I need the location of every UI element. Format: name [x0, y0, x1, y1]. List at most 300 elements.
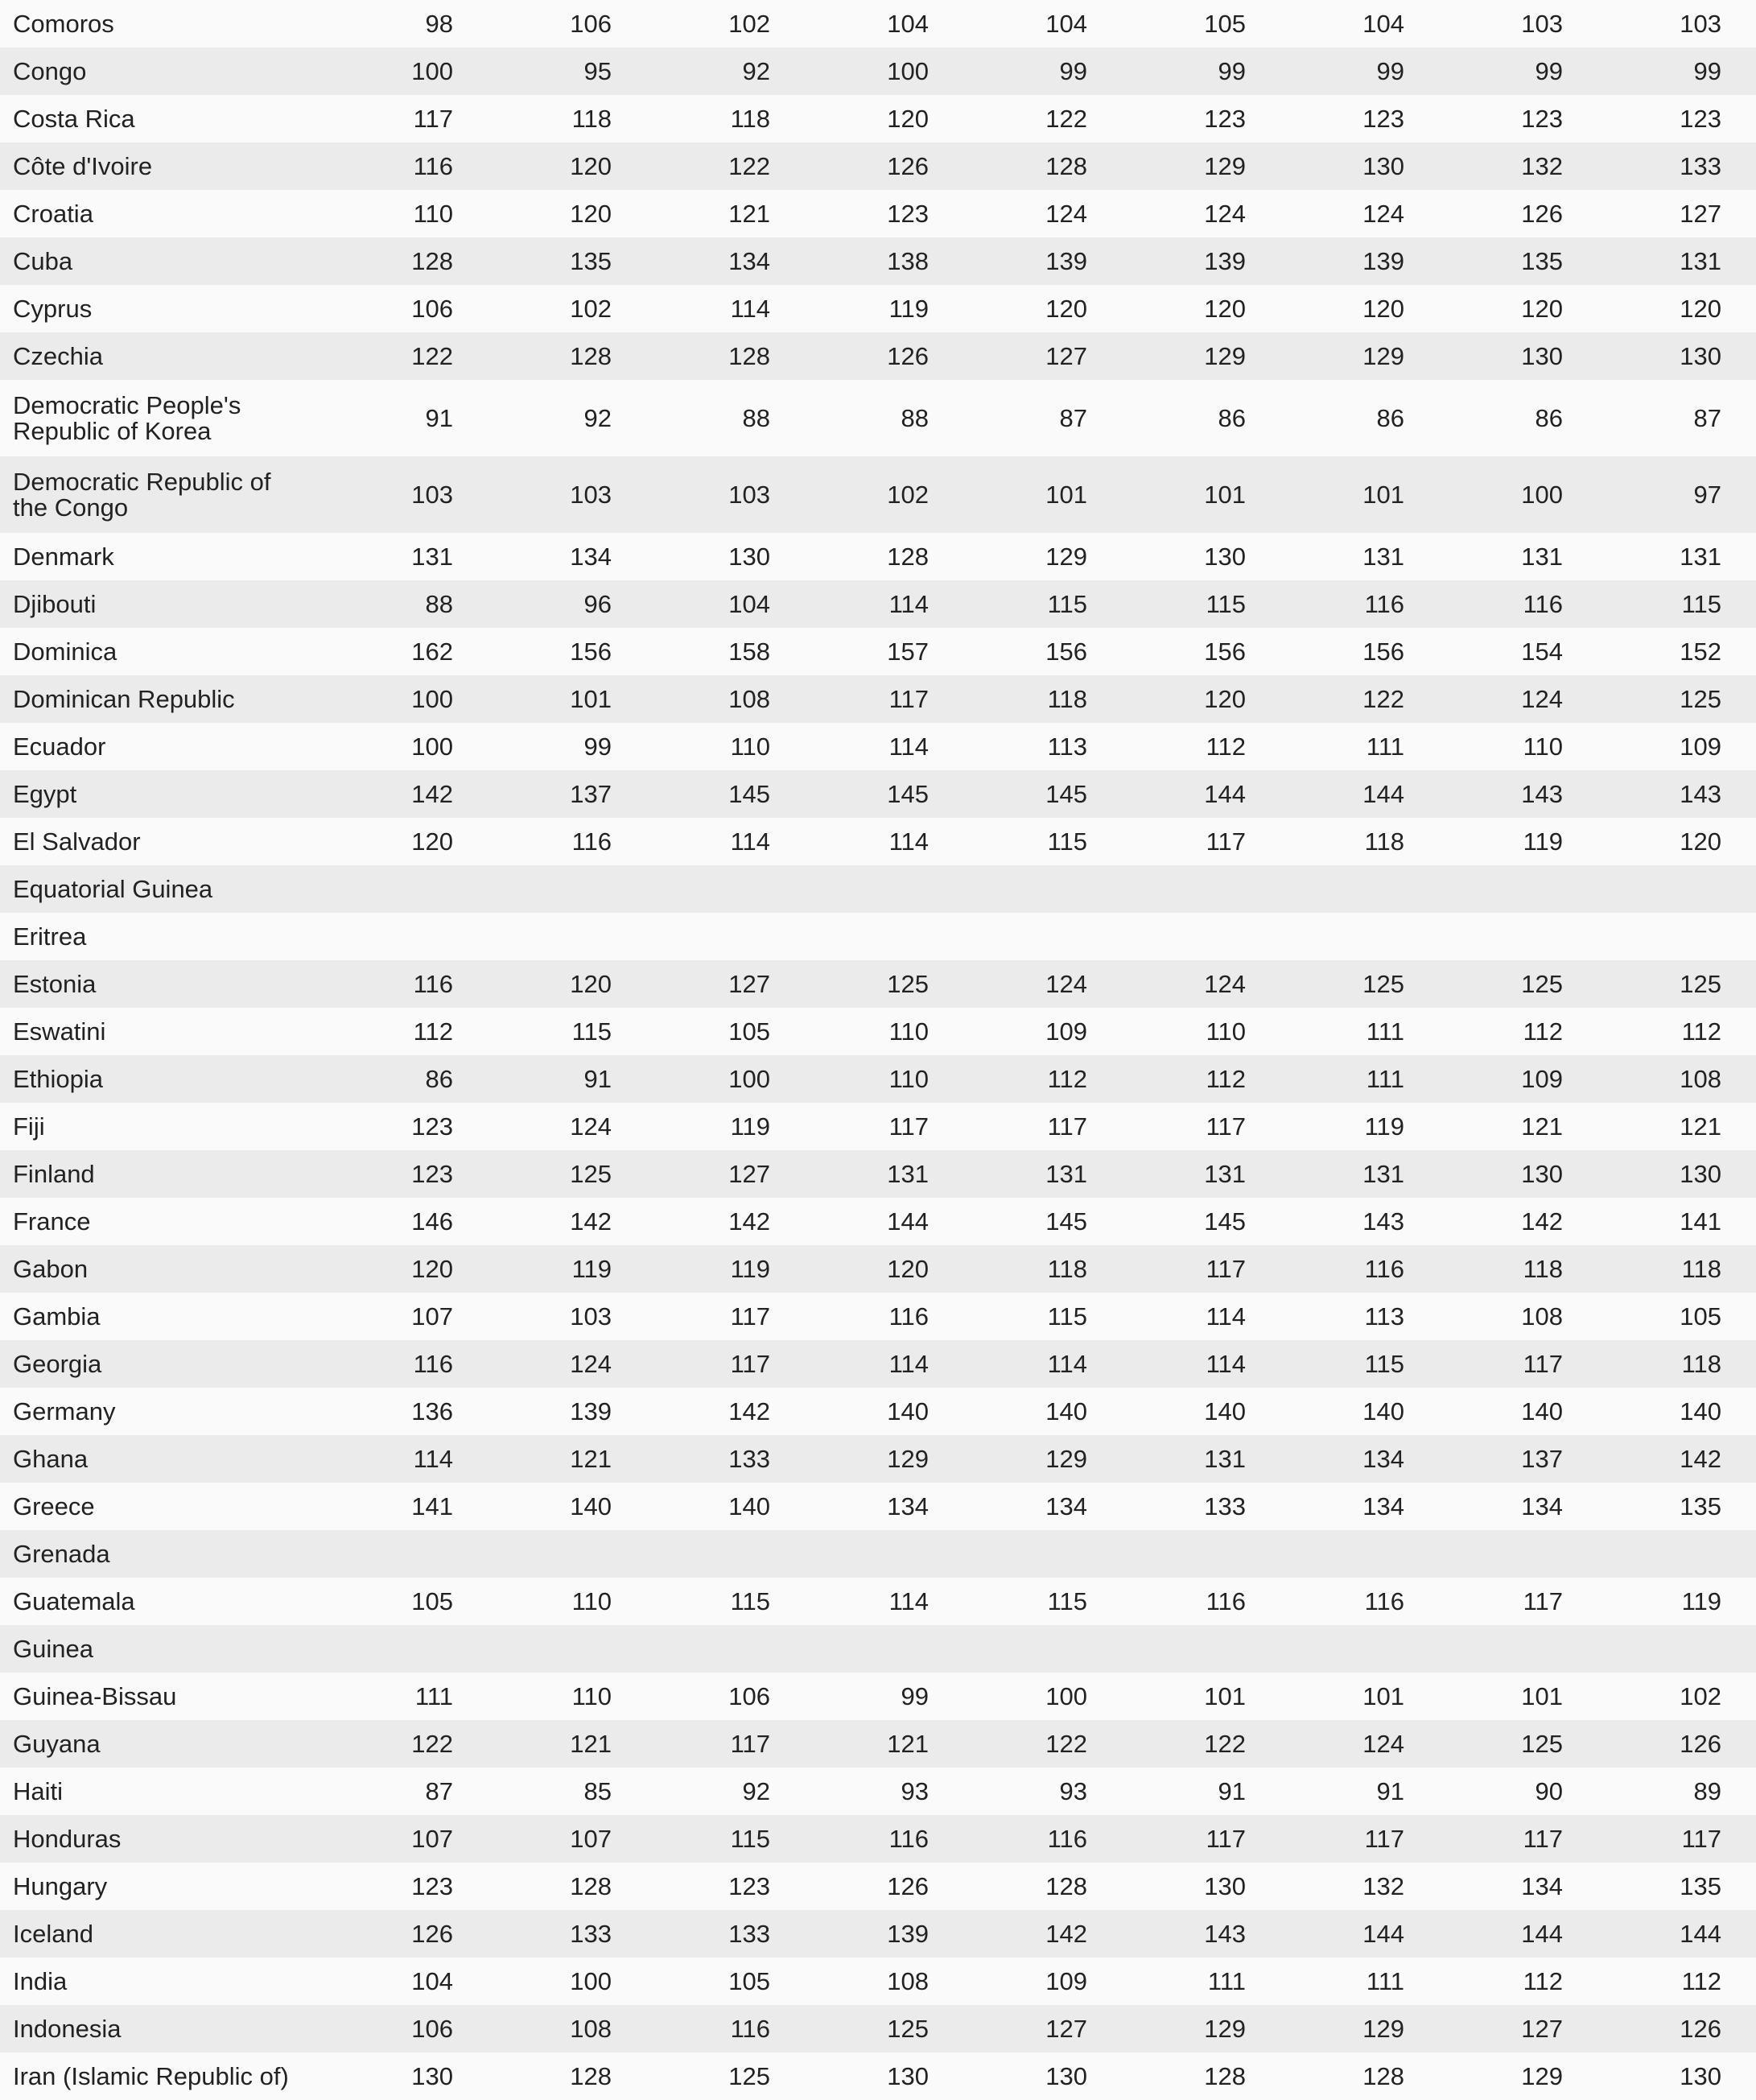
value-cell: 134: [570, 542, 612, 571]
value-cell: 114: [1206, 1349, 1246, 1378]
value-cell: 88: [425, 589, 453, 618]
value-cell: 116: [571, 827, 612, 856]
table-row: [0, 1863, 1756, 1910]
value-cell: 142: [1521, 1207, 1563, 1236]
value-cell: 122: [728, 151, 770, 180]
value-cell: 121: [728, 199, 770, 228]
value-cell: 120: [411, 827, 453, 856]
value-cell: 117: [888, 684, 929, 713]
value-cell: 119: [1681, 1586, 1721, 1615]
value-cell: 145: [1045, 779, 1087, 808]
value-cell: 139: [887, 1919, 929, 1948]
value-cell: 118: [1681, 1254, 1721, 1283]
value-cell: 117: [730, 1349, 770, 1378]
value-cell: 101: [1204, 1681, 1246, 1710]
value-cell: 116: [1206, 1586, 1246, 1615]
value-cell: 120: [1204, 294, 1246, 323]
value-cell: 104: [1362, 9, 1404, 38]
value-cell: 108: [1680, 1064, 1721, 1093]
value-cell: 114: [730, 827, 770, 856]
value-cell: 125: [570, 1159, 612, 1188]
value-cell: 128: [1045, 1871, 1087, 1900]
value-cell: 143: [1362, 1207, 1404, 1236]
value-cell: 144: [887, 1207, 929, 1236]
table-row: [0, 533, 1756, 580]
value-cell: 156: [570, 637, 612, 666]
value-cell: 128: [887, 542, 929, 571]
country-name: Djibouti: [13, 589, 97, 618]
value-cell: 105: [1204, 9, 1246, 38]
value-cell: 140: [570, 1491, 612, 1520]
value-cell: 110: [571, 1586, 612, 1615]
value-cell: 119: [730, 1254, 770, 1283]
value-cell: 126: [1521, 199, 1563, 228]
value-cell: 105: [411, 1586, 453, 1615]
country-name: Hungary: [13, 1871, 108, 1900]
table-row: [0, 1150, 1756, 1198]
value-cell: 131: [1204, 1159, 1246, 1188]
value-cell: 140: [1680, 1397, 1721, 1425]
country-name: Guinea-Bissau: [13, 1681, 177, 1710]
table-row: [0, 1293, 1756, 1340]
value-cell: 142: [1680, 1444, 1721, 1473]
value-cell: 104: [411, 1966, 453, 1995]
value-cell: 121: [570, 1729, 612, 1758]
value-cell: 128: [1204, 2061, 1246, 2090]
country-name: Guinea: [13, 1634, 93, 1663]
value-cell: 101: [1362, 480, 1404, 509]
country-name: Cuba: [13, 246, 73, 275]
value-cell: 120: [887, 1254, 929, 1283]
value-cell: 96: [583, 589, 612, 618]
country-name: El Salvador: [13, 827, 141, 856]
value-cell: 116: [1364, 1586, 1404, 1615]
table-row: [0, 1008, 1756, 1055]
table-row: [0, 1483, 1756, 1530]
value-cell: 117: [1364, 1824, 1404, 1853]
value-cell: 134: [887, 1491, 929, 1520]
value-cell: 127: [1680, 199, 1721, 228]
country-name: Cyprus: [13, 294, 93, 323]
value-cell: 106: [728, 1681, 770, 1710]
table-row: [0, 142, 1756, 190]
value-cell: 113: [1364, 1302, 1404, 1331]
value-cell: 156: [1362, 637, 1404, 666]
value-cell: 131: [411, 542, 453, 571]
value-cell: 114: [1047, 1349, 1087, 1378]
value-cell: 122: [1045, 104, 1087, 133]
value-cell: 117: [1206, 827, 1246, 856]
country-name: Guatemala: [13, 1586, 135, 1615]
table-row: [0, 1910, 1756, 1958]
table-row: [0, 1958, 1756, 2005]
country-name: Gambia: [13, 1302, 101, 1331]
country-name: Georgia: [13, 1349, 102, 1378]
value-cell: 124: [570, 1112, 612, 1141]
value-cell: 129: [1521, 2061, 1563, 2090]
country-name: Democratic Republic of the Congo: [13, 467, 271, 522]
value-cell: 88: [901, 403, 929, 432]
table-row: [0, 960, 1756, 1008]
value-cell: 104: [728, 589, 770, 618]
country-name: Congo: [13, 56, 87, 85]
value-cell: 142: [570, 1207, 612, 1236]
value-cell: 118: [1523, 1254, 1563, 1283]
value-cell: 109: [1521, 1064, 1563, 1093]
value-cell: 154: [1521, 637, 1563, 666]
value-cell: 145: [887, 779, 929, 808]
value-cell: 114: [888, 1349, 929, 1378]
table-row: [0, 190, 1756, 237]
value-cell: 97: [1693, 480, 1721, 509]
value-cell: 133: [728, 1919, 770, 1948]
table-row: [0, 1530, 1756, 1578]
value-cell: 127: [1045, 2014, 1087, 2043]
value-cell: 118: [1047, 1254, 1087, 1283]
value-cell: 103: [411, 480, 453, 509]
value-cell: 158: [728, 637, 770, 666]
value-cell: 131: [887, 1159, 929, 1188]
value-cell: 124: [1045, 969, 1087, 998]
value-cell: 124: [1045, 199, 1087, 228]
country-name: Iceland: [13, 1919, 93, 1948]
value-cell: 118: [571, 104, 612, 133]
country-name: Equatorial Guinea: [13, 874, 213, 903]
value-cell: 125: [728, 2061, 770, 2090]
value-cell: 125: [1362, 969, 1404, 998]
value-cell: 93: [1059, 1776, 1087, 1805]
table-row: [0, 1435, 1756, 1483]
value-cell: 144: [1362, 1919, 1404, 1948]
value-cell: 103: [570, 1302, 612, 1331]
value-cell: 145: [728, 779, 770, 808]
value-cell: 121: [1521, 1112, 1563, 1141]
value-cell: 123: [1521, 104, 1563, 133]
country-name: Czechia: [13, 341, 103, 370]
value-cell: 90: [1535, 1776, 1563, 1805]
value-cell: 118: [1681, 1349, 1721, 1378]
table-row: [0, 865, 1756, 913]
value-cell: 119: [1364, 1112, 1404, 1141]
value-cell: 112: [1523, 1966, 1563, 1995]
value-cell: 116: [1364, 589, 1404, 618]
table-row: [0, 1625, 1756, 1673]
value-cell: 118: [1047, 684, 1087, 713]
value-cell: 120: [570, 151, 612, 180]
value-cell: 99: [583, 732, 612, 761]
country-name: Indonesia: [13, 2014, 122, 2043]
value-cell: 121: [570, 1444, 612, 1473]
value-cell: 106: [411, 294, 453, 323]
value-cell: 128: [570, 1871, 612, 1900]
country-name: Gabon: [13, 1254, 89, 1283]
value-cell: 106: [411, 2014, 453, 2043]
value-cell: 156: [1045, 637, 1087, 666]
value-cell: 116: [888, 1302, 929, 1331]
value-cell: 140: [1204, 1397, 1246, 1425]
value-cell: 121: [1680, 1112, 1721, 1141]
value-cell: 101: [1521, 1681, 1563, 1710]
value-cell: 111: [1366, 1064, 1404, 1093]
value-cell: 122: [1204, 1729, 1246, 1758]
value-cell: 101: [1045, 480, 1087, 509]
value-cell: 108: [570, 2014, 612, 2043]
value-cell: 103: [1680, 9, 1721, 38]
value-cell: 134: [1045, 1491, 1087, 1520]
value-cell: 100: [411, 56, 453, 85]
value-cell: 86: [1376, 403, 1404, 432]
value-cell: 99: [1218, 56, 1246, 85]
value-cell: 130: [887, 2061, 929, 2090]
value-cell: 120: [570, 969, 612, 998]
country-name: Ecuador: [13, 732, 106, 761]
value-cell: 124: [1204, 199, 1246, 228]
value-cell: 91: [583, 1064, 612, 1093]
value-cell: 124: [1362, 199, 1404, 228]
value-cell: 116: [413, 969, 453, 998]
table-row: [0, 237, 1756, 285]
value-cell: 118: [730, 104, 770, 133]
value-cell: 130: [411, 2061, 453, 2090]
country-name: Greece: [13, 1491, 95, 1520]
value-cell: 108: [887, 1966, 929, 1995]
value-cell: 129: [1045, 1444, 1087, 1473]
value-cell: 112: [1523, 1017, 1563, 1046]
value-cell: 108: [1521, 1302, 1563, 1331]
value-cell: 101: [1204, 480, 1246, 509]
value-cell: 130: [1521, 341, 1563, 370]
value-cell: 121: [887, 1729, 929, 1758]
table-row: [0, 1815, 1756, 1863]
value-cell: 131: [1680, 542, 1721, 571]
value-cell: 113: [1047, 732, 1087, 761]
value-cell: 122: [1362, 684, 1404, 713]
value-cell: 124: [1204, 969, 1246, 998]
table-row: [0, 1340, 1756, 1388]
value-cell: 114: [730, 294, 770, 323]
value-cell: 87: [1693, 403, 1721, 432]
value-cell: 135: [1680, 1871, 1721, 1900]
value-cell: 102: [1680, 1681, 1721, 1710]
value-cell: 116: [1047, 1824, 1087, 1853]
value-cell: 130: [1362, 151, 1404, 180]
value-cell: 86: [425, 1064, 453, 1093]
value-cell: 110: [888, 1017, 929, 1046]
value-cell: 128: [570, 341, 612, 370]
value-cell: 104: [1045, 9, 1087, 38]
value-cell: 131: [1362, 542, 1404, 571]
value-cell: 115: [1047, 827, 1087, 856]
value-cell: 140: [1521, 1397, 1563, 1425]
value-cell: 130: [1680, 341, 1721, 370]
value-cell: 127: [1521, 2014, 1563, 2043]
value-cell: 129: [1204, 341, 1246, 370]
value-cell: 126: [411, 1919, 453, 1948]
value-cell: 123: [411, 1871, 453, 1900]
value-cell: 116: [413, 1349, 453, 1378]
value-cell: 130: [1204, 542, 1246, 571]
value-cell: 127: [728, 969, 770, 998]
value-cell: 109: [1680, 732, 1721, 761]
value-cell: 125: [1680, 969, 1721, 998]
value-cell: 129: [1045, 542, 1087, 571]
value-cell: 129: [1204, 151, 1246, 180]
value-cell: 109: [1045, 1966, 1087, 1995]
value-cell: 140: [887, 1397, 929, 1425]
value-cell: 122: [1045, 1729, 1087, 1758]
value-cell: 157: [887, 637, 929, 666]
value-cell: 126: [1680, 1729, 1721, 1758]
value-cell: 120: [570, 199, 612, 228]
value-cell: 105: [728, 1017, 770, 1046]
value-cell: 125: [1521, 969, 1563, 998]
value-cell: 86: [1535, 403, 1563, 432]
value-cell: 92: [583, 403, 612, 432]
table-row: [0, 580, 1756, 628]
value-cell: 101: [1362, 1681, 1404, 1710]
table-row: [0, 332, 1756, 380]
value-cell: 117: [413, 104, 453, 133]
value-cell: 135: [1521, 246, 1563, 275]
value-cell: 112: [1206, 732, 1246, 761]
table-row: [0, 1578, 1756, 1625]
value-cell: 95: [583, 56, 612, 85]
value-cell: 114: [888, 732, 929, 761]
country-name: Fiji: [13, 1112, 45, 1141]
country-name: Dominica: [13, 637, 117, 666]
value-cell: 86: [1218, 403, 1246, 432]
value-cell: 139: [1362, 246, 1404, 275]
value-cell: 100: [728, 1064, 770, 1093]
value-cell: 100: [570, 1966, 612, 1995]
value-cell: 119: [730, 1112, 770, 1141]
country-name: Côte d'Ivoire: [13, 151, 153, 180]
value-cell: 124: [1521, 684, 1563, 713]
value-cell: 115: [1047, 1586, 1087, 1615]
value-cell: 139: [1204, 246, 1246, 275]
value-cell: 129: [1204, 2014, 1246, 2043]
value-cell: 115: [571, 1017, 612, 1046]
value-cell: 112: [1206, 1064, 1246, 1093]
value-cell: 117: [1523, 1586, 1563, 1615]
value-cell: 105: [1680, 1302, 1721, 1331]
value-cell: 120: [1680, 294, 1721, 323]
value-cell: 116: [888, 1824, 929, 1853]
value-cell: 100: [411, 684, 453, 713]
value-cell: 130: [1680, 1159, 1721, 1188]
value-cell: 85: [583, 1776, 612, 1805]
value-cell: 123: [887, 199, 929, 228]
value-cell: 145: [1204, 1207, 1246, 1236]
value-cell: 123: [1204, 104, 1246, 133]
country-name: Haiti: [13, 1776, 64, 1805]
value-cell: 107: [411, 1824, 453, 1853]
country-name: India: [13, 1966, 68, 1995]
value-cell: 103: [728, 480, 770, 509]
country-name: Democratic People's Republic of Korea: [13, 390, 241, 445]
value-cell: 120: [411, 1254, 453, 1283]
value-cell: 125: [887, 969, 929, 998]
value-cell: 116: [1364, 1254, 1404, 1283]
value-cell: 112: [413, 1017, 453, 1046]
country-name: Estonia: [13, 969, 97, 998]
value-cell: 140: [1362, 1397, 1404, 1425]
value-cell: 122: [411, 1729, 453, 1758]
value-cell: 111: [414, 1681, 453, 1710]
value-cell: 130: [728, 542, 770, 571]
value-cell: 133: [1680, 151, 1721, 180]
value-cell: 127: [728, 1159, 770, 1188]
value-cell: 139: [1045, 246, 1087, 275]
value-cell: 126: [887, 1871, 929, 1900]
value-cell: 131: [1204, 1444, 1246, 1473]
country-name: Ethiopia: [13, 1064, 104, 1093]
value-cell: 117: [1523, 1349, 1563, 1378]
value-cell: 128: [728, 341, 770, 370]
value-cell: 91: [1218, 1776, 1246, 1805]
value-cell: 88: [742, 403, 770, 432]
country-name: Germany: [13, 1397, 116, 1425]
value-cell: 141: [411, 1491, 453, 1520]
value-cell: 101: [570, 684, 612, 713]
value-cell: 117: [1206, 1112, 1246, 1141]
value-cell: 123: [1362, 104, 1404, 133]
value-cell: 114: [1206, 1302, 1246, 1331]
value-cell: 134: [1362, 1444, 1404, 1473]
value-cell: 117: [888, 1112, 929, 1141]
value-cell: 131: [1045, 1159, 1087, 1188]
table-row: [0, 2005, 1756, 2053]
value-cell: 89: [1693, 1776, 1721, 1805]
value-cell: 114: [888, 827, 929, 856]
country-name: Iran (Islamic Republic of): [13, 2061, 289, 2090]
value-cell: 143: [1521, 779, 1563, 808]
table-row: [0, 1768, 1756, 1815]
country-name: Denmark: [13, 542, 114, 571]
value-cell: 115: [730, 1586, 770, 1615]
value-cell: 118: [1364, 827, 1404, 856]
value-cell: 124: [1362, 1729, 1404, 1758]
value-cell: 143: [1204, 1919, 1246, 1948]
value-cell: 110: [571, 1681, 612, 1710]
value-cell: 138: [887, 246, 929, 275]
value-cell: 120: [1204, 684, 1246, 713]
value-cell: 116: [1523, 589, 1563, 618]
value-cell: 114: [888, 589, 929, 618]
value-cell: 144: [1521, 1919, 1563, 1948]
value-cell: 99: [1376, 56, 1404, 85]
value-cell: 134: [1521, 1871, 1563, 1900]
value-cell: 133: [570, 1919, 612, 1948]
value-cell: 146: [411, 1207, 453, 1236]
value-cell: 152: [1680, 637, 1721, 666]
value-cell: 111: [1366, 1017, 1404, 1046]
country-name: Comoros: [13, 9, 114, 38]
country-name: France: [13, 1207, 91, 1236]
table-row: [0, 1055, 1756, 1103]
value-cell: 123: [411, 1159, 453, 1188]
value-cell: 128: [570, 2061, 612, 2090]
value-cell: 116: [413, 151, 453, 180]
table-row: [0, 1103, 1756, 1150]
value-cell: 134: [728, 246, 770, 275]
table-row: [0, 285, 1756, 332]
value-cell: 119: [888, 294, 929, 323]
value-cell: 129: [1362, 2014, 1404, 2043]
value-cell: 106: [570, 9, 612, 38]
value-cell: 105: [728, 1966, 770, 1995]
value-cell: 114: [413, 1444, 453, 1473]
